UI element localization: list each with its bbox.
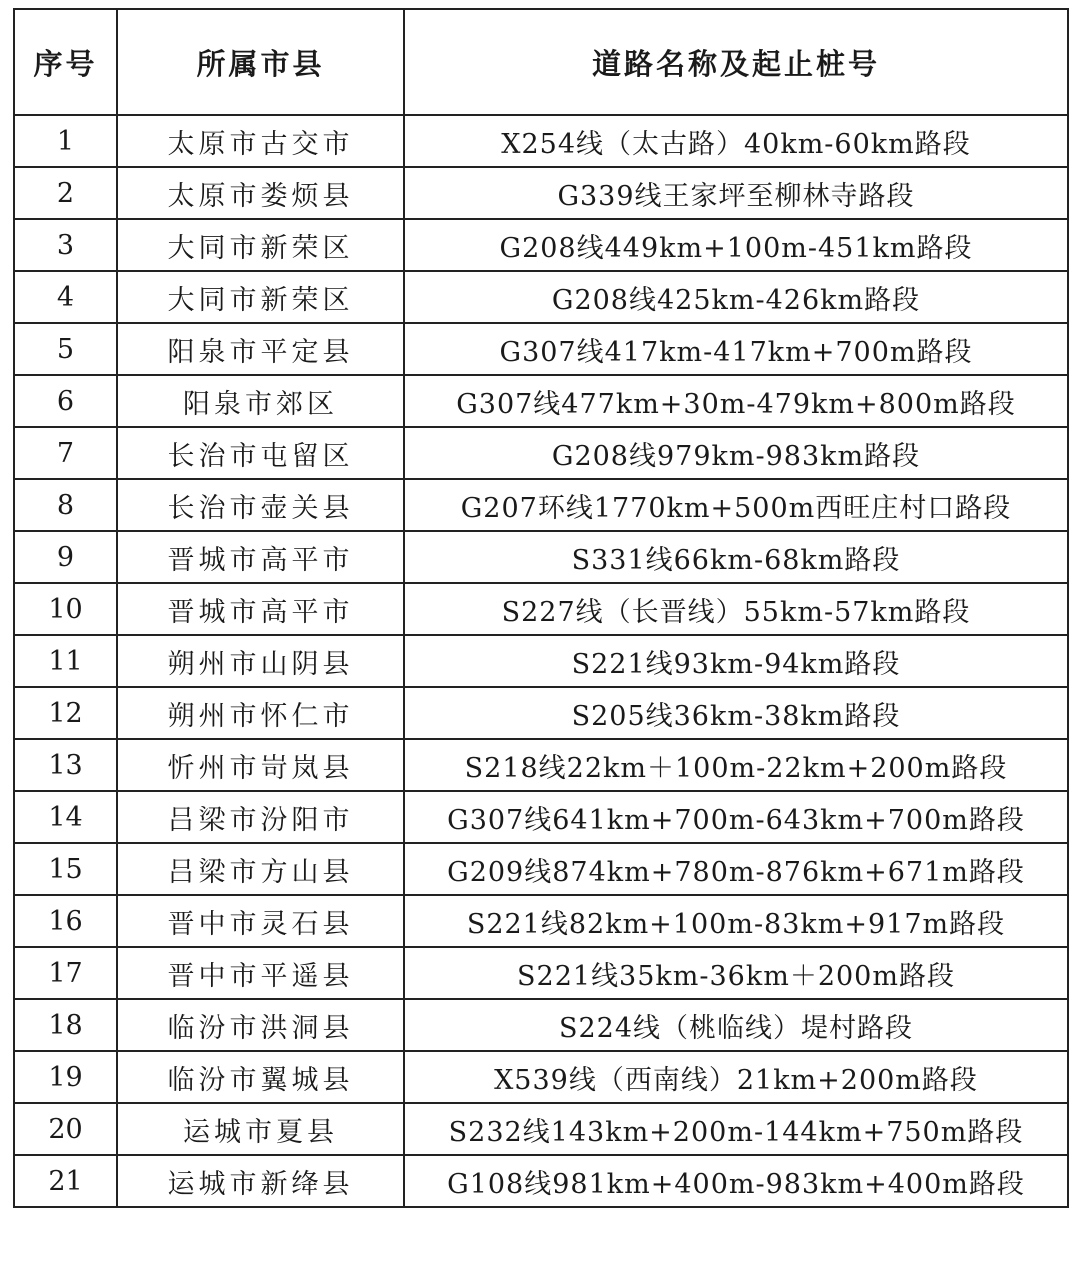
row-road-cell: X254线（太古路）40km-60km路段 [404,115,1068,167]
table-row [14,687,1068,739]
row-index-cell: 6 [14,375,117,427]
table-row [14,895,1068,947]
table-row [14,791,1068,843]
row-city-cell: 运城市夏县 [117,1103,404,1155]
row-city-cell: 太原市娄烦县 [117,167,404,219]
row-city-cell: 长治市屯留区 [117,427,404,479]
row-road-cell: X539线（西南线）21km+200m路段 [404,1051,1068,1103]
table-row [14,1155,1068,1207]
table-row [14,167,1068,219]
row-city-cell: 长治市壶关县 [117,479,404,531]
row-road-cell: S331线66km-68km路段 [404,531,1068,583]
row-road-cell: G209线874km+780m-876km+671m路段 [404,843,1068,895]
row-index-cell: 17 [14,947,117,999]
row-city-cell: 临汾市洪洞县 [117,999,404,1051]
row-index-cell: 21 [14,1155,117,1207]
row-index-cell: 16 [14,895,117,947]
row-index-cell: 20 [14,1103,117,1155]
table-row [14,739,1068,791]
row-index-cell: 19 [14,1051,117,1103]
row-city-cell: 晋城市高平市 [117,531,404,583]
row-road-cell: G307线641km+700m-643km+700m路段 [404,791,1068,843]
table-row [14,1051,1068,1103]
table-body [14,115,1068,1207]
row-road-cell: S227线（长晋线）55km-57km路段 [404,583,1068,635]
row-index-cell: 5 [14,323,117,375]
row-index-cell: 10 [14,583,117,635]
row-city-cell: 临汾市翼城县 [117,1051,404,1103]
table-row [14,1103,1068,1155]
row-city-cell: 忻州市岢岚县 [117,739,404,791]
row-index-cell: 2 [14,167,117,219]
row-city-cell: 晋城市高平市 [117,583,404,635]
row-index-cell: 11 [14,635,117,687]
row-road-cell: G207环线1770km+500m西旺庄村口路段 [404,479,1068,531]
row-road-cell: G208线425km-426km路段 [404,271,1068,323]
row-road-cell: S221线35km-36km＋200m路段 [404,947,1068,999]
table-row [14,479,1068,531]
table-row [14,115,1068,167]
header-index: 序号 [14,9,117,115]
table-row [14,531,1068,583]
table-row [14,635,1068,687]
table-row [14,999,1068,1051]
road-section-table [13,8,1069,1208]
row-city-cell: 阳泉市平定县 [117,323,404,375]
table-row [14,375,1068,427]
table-row [14,843,1068,895]
row-road-cell: S232线143km+200m-144km+750m路段 [404,1103,1068,1155]
row-index-cell: 7 [14,427,117,479]
row-city-cell: 吕梁市汾阳市 [117,791,404,843]
row-city-cell: 吕梁市方山县 [117,843,404,895]
row-road-cell: S224线（桃临线）堤村路段 [404,999,1068,1051]
table-row [14,427,1068,479]
row-road-cell: G208线979km-983km路段 [404,427,1068,479]
row-road-cell: G339线王家坪至柳林寺路段 [404,167,1068,219]
row-road-cell: G108线981km+400m-983km+400m路段 [404,1155,1068,1207]
row-index-cell: 14 [14,791,117,843]
table-row [14,219,1068,271]
row-city-cell: 阳泉市郊区 [117,375,404,427]
row-city-cell: 晋中市平遥县 [117,947,404,999]
row-city-cell: 太原市古交市 [117,115,404,167]
row-city-cell: 晋中市灵石县 [117,895,404,947]
table-row [14,583,1068,635]
row-city-cell: 朔州市怀仁市 [117,687,404,739]
row-road-cell: G208线449km+100m-451km路段 [404,219,1068,271]
row-road-cell: S221线93km-94km路段 [404,635,1068,687]
table-row [14,323,1068,375]
row-city-cell: 朔州市山阴县 [117,635,404,687]
row-index-cell: 18 [14,999,117,1051]
header-city: 所属市县 [117,9,404,115]
row-index-cell: 13 [14,739,117,791]
row-road-cell: S221线82km+100m-83km+917m路段 [404,895,1068,947]
row-city-cell: 大同市新荣区 [117,271,404,323]
table-row [14,947,1068,999]
table-row [14,271,1068,323]
row-index-cell: 3 [14,219,117,271]
row-index-cell: 15 [14,843,117,895]
row-index-cell: 12 [14,687,117,739]
table-header-row [14,9,1068,115]
row-city-cell: 大同市新荣区 [117,219,404,271]
row-index-cell: 9 [14,531,117,583]
row-road-cell: G307线477km+30m-479km+800m路段 [404,375,1068,427]
row-index-cell: 1 [14,115,117,167]
row-index-cell: 8 [14,479,117,531]
header-road: 道路名称及起止桩号 [404,9,1068,115]
row-road-cell: S205线36km-38km路段 [404,687,1068,739]
row-index-cell: 4 [14,271,117,323]
row-road-cell: G307线417km-417km+700m路段 [404,323,1068,375]
row-road-cell: S218线22km＋100m-22km+200m路段 [404,739,1068,791]
row-city-cell: 运城市新绛县 [117,1155,404,1207]
